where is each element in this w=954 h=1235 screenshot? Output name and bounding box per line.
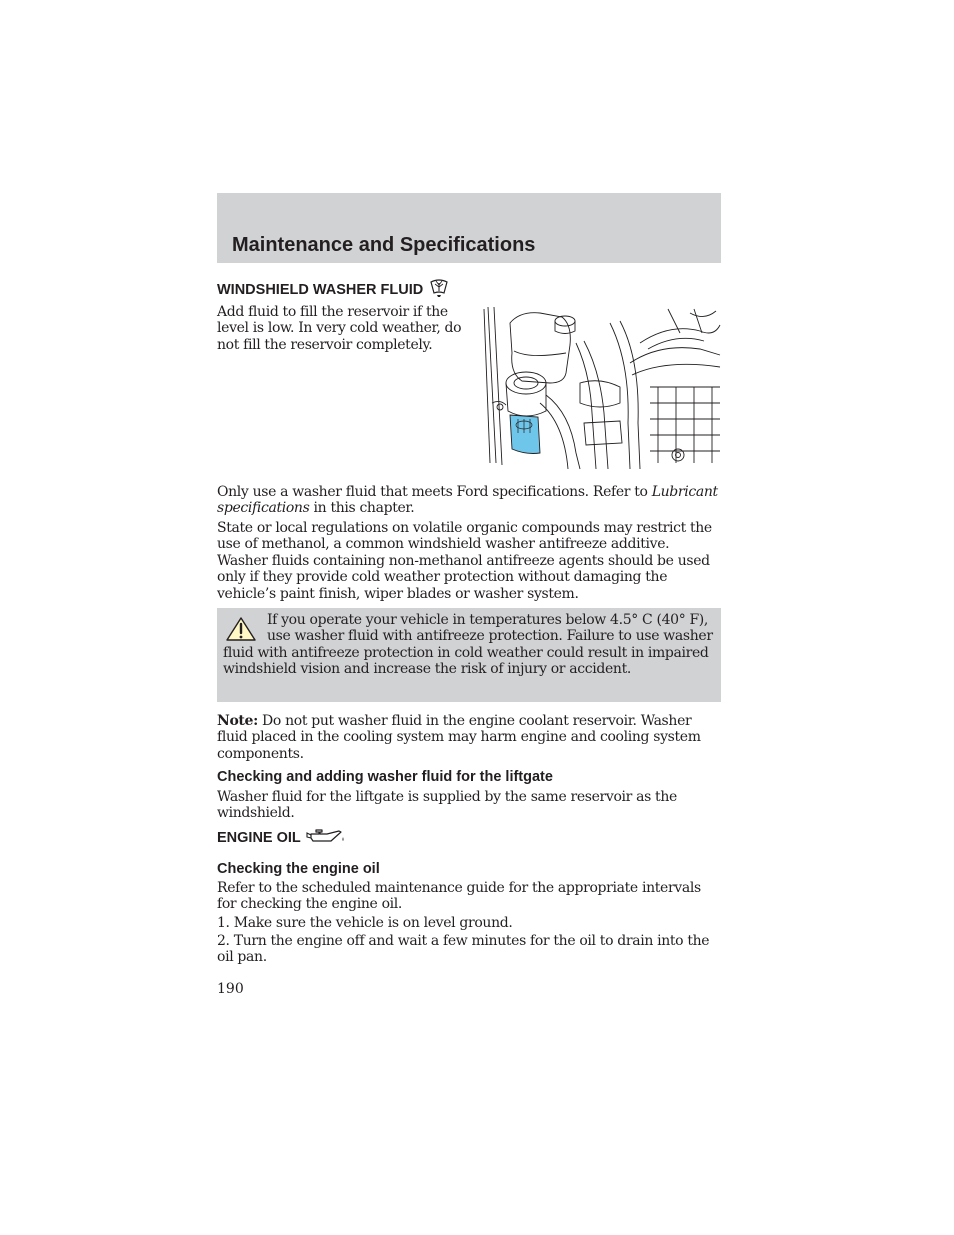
washer-reservoir-illustration [480,303,724,476]
warning-text [223,612,719,678]
warning-text-body: If you operate your vehicle in temperatures below 4.5° C (40° F), use washer fluid with antifreeze protection. Failure to use washer fluid with antifreeze protection in cold weather could result in impaired windshield vision and increase the risk of injury or accident. [223,612,713,678]
washer-fluid-heading-text: WINDSHIELD WASHER FLUID [217,282,424,298]
note-text: Do not put washer fluid in the engine coolant reservoir. Washer fluid placed in the cooling system may harm engine and cooling system components. [217,713,701,762]
page-number: 190 [217,981,244,997]
engine-oil-heading-text: ENGINE OIL [217,830,301,846]
page-title: Maintenance and Specifications [232,234,536,256]
washer-spec-text-a: Only use a washer fluid that meets Ford specifications. Refer to [217,484,648,500]
washer-intro: Add fluid to fill the reservoir if the level is low. In very cold weather, do not fill the reservoir completely. [217,304,462,353]
liftgate-heading: Checking and adding washer fluid for the liftgate [217,769,553,785]
oil-intro-paragraph: Refer to the scheduled maintenance guide for the appropriate intervals for checking the engine oil. [217,880,701,913]
note-label: Note: [217,713,258,729]
washer-fluid-heading [217,278,451,302]
methanol-regulation-paragraph: State or local regulations on volatile organic compounds may restrict the use of methanol, a common windshield washer antifreeze additive. Washer fluids containing non-methanol antifreeze agents should be used only if they provide cold weather protection without damaging the vehicle’s paint finish, wiper blades or washer system. [217,520,712,602]
washer-spec-paragraph [217,484,723,517]
washer-spec-text-b: in this chapter. [313,500,415,517]
header-band [217,193,721,263]
oil-step-1: 1. Make sure the vehicle is on level ground. [217,915,513,931]
oil-can-icon [305,828,347,848]
warning-box [217,608,721,702]
windshield-washer-icon [427,278,451,302]
liftgate-paragraph: Washer fluid for the liftgate is supplied by the same reservoir as the windshield. [217,789,677,822]
checking-oil-heading: Checking the engine oil [217,861,380,877]
note-paragraph [217,713,723,762]
lubricant-spec-reference: Lubricant specifications [217,484,718,517]
engine-oil-heading [217,828,347,848]
oil-step-2: 2. Turn the engine off and wait a few minutes for the oil to drain into the oil pan. [217,933,710,966]
